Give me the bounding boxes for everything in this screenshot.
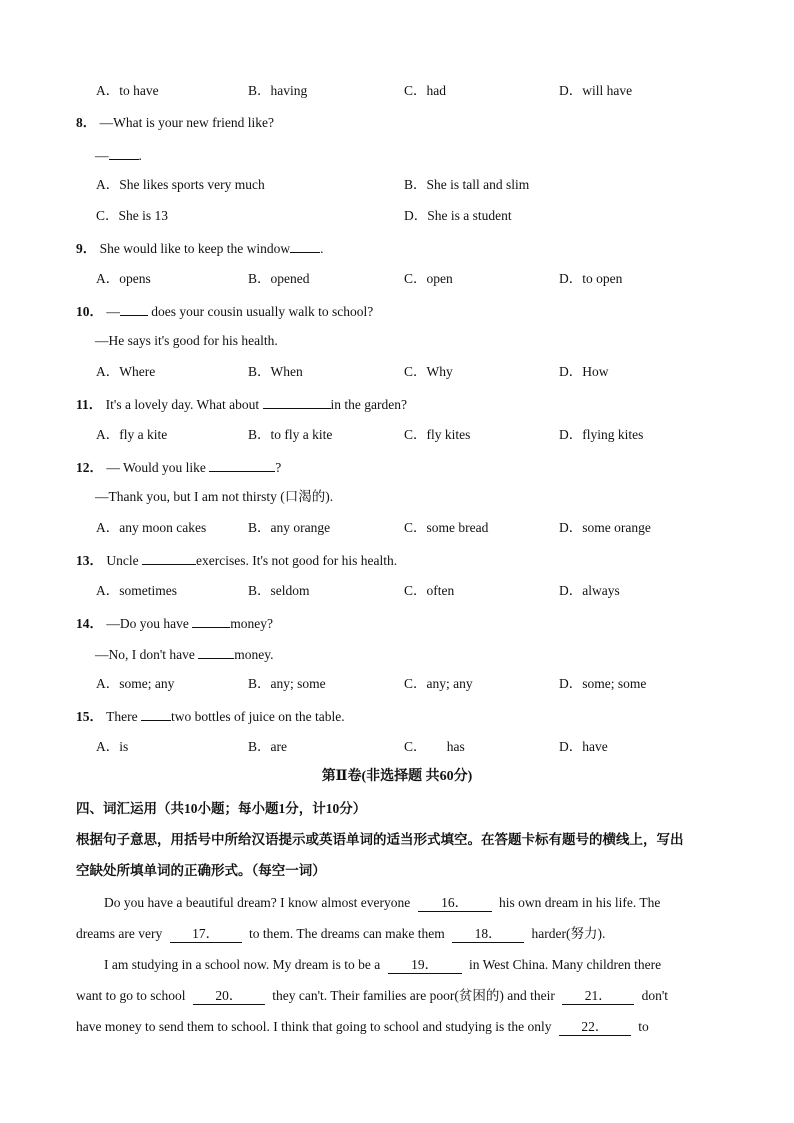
q9-stem-a: She would like to keep the window [99,241,291,256]
q14-answer-b: money. [234,647,274,662]
q9-option-d[interactable]: D．to open [559,271,623,286]
q15-stem-b: two bottles of juice on the table. [171,709,345,724]
q13-option-d[interactable]: D．always [559,583,620,598]
section-4-instruction-2: 空缺处所填单词的正确形式。（每空一词） [76,863,326,878]
passage-text: I am studying in a school now. My dream is to be a [104,957,381,972]
blank-18[interactable]: 18． [452,926,524,943]
q13-blank[interactable] [142,550,196,565]
q12-option-c[interactable]: C．some bread [404,520,489,535]
passage-text: his own dream in his life. The [499,895,661,910]
q11-number: 11． [76,397,103,412]
q10-stem-a: — [106,304,120,319]
passage-text: harder(努力). [531,926,606,941]
q8-number: 8． [76,115,97,130]
q14-number: 14． [76,616,103,631]
passage-text: in West China. Many children there [468,957,662,972]
q8-option-b[interactable]: B．She is tall and slim [404,177,530,192]
q15-blank[interactable] [141,706,171,721]
blank-22[interactable]: 22． [559,1019,631,1036]
q10-option-c[interactable]: C．Why [404,364,453,379]
q11-blank[interactable] [263,394,331,409]
q12-number: 12． [76,460,103,475]
q14-stem-line [76,613,273,633]
q14-option-d[interactable]: D．some; some [559,676,647,691]
q15-option-c[interactable]: C． has [404,739,465,754]
q9-blank[interactable] [290,238,320,253]
q10-option-d[interactable]: D．How [559,364,609,379]
passage-p2-line-2 [76,987,668,1005]
q15-option-d[interactable]: D．have [559,739,608,754]
q11-option-a[interactable]: A．fly a kite [96,427,168,442]
q8-answer-suffix: . [138,148,142,163]
q10-answer: —He says it's good for his health. [95,333,278,348]
q10-option-a[interactable]: A．Where [96,364,156,379]
passage-text: Do you have a beautiful dream? I know almost everyone [104,895,411,910]
q8-answer-prefix: — [95,148,109,163]
q11-option-d[interactable]: D．flying kites [559,427,644,442]
q8-blank[interactable] [109,145,139,160]
blank-19[interactable]: 19． [388,957,462,974]
q14-blank-1[interactable] [192,613,230,628]
passage-text: have money to send them to school. I think that going to school and studying is the only [76,1019,552,1034]
passage-text: want to go to school [76,988,186,1003]
q8-option-a[interactable]: A．She likes sports very much [96,177,265,192]
q11-stem-b: in the garden? [330,397,408,412]
q10-blank[interactable] [120,301,148,316]
q12-blank[interactable] [209,457,275,472]
q13-option-b[interactable]: B．seldom [248,583,310,598]
q13-stem-a: Uncle [106,553,139,568]
q14-blank-2[interactable] [198,644,234,659]
q13-number: 13． [76,553,103,568]
q13-option-c[interactable]: C．often [404,583,455,598]
q7-option-d[interactable]: D．will have [559,83,633,98]
q7-option-b[interactable]: B．having [248,83,308,98]
q11-option-b[interactable]: B．to fly a kite [248,427,333,442]
q9-number: 9． [76,241,97,256]
passage-text: they can't. Their families are poor(贫困的) and their [272,988,555,1003]
q13-stem-line [76,550,397,570]
q9-stem-b: . [320,241,324,256]
q15-option-b[interactable]: B．are [248,739,287,754]
q8-option-d[interactable]: D．She is a student [404,208,512,223]
q7-option-c[interactable]: C．had [404,83,446,98]
q10-stem-line [76,301,373,321]
q12-stem-line [76,457,281,477]
q14-stem-a: —Do you have [106,616,189,631]
part-2-title: 第Ⅱ卷(非选择题 共60分) [321,769,473,784]
q15-number: 15． [76,709,103,724]
passage-p2-line-3 [76,1018,649,1036]
blank-16[interactable]: 16． [418,895,492,912]
section-4-title: 四、词汇运用（共10小题；每小题1分，计10分） [76,801,367,816]
q15-option-a[interactable]: A．is [96,739,129,754]
passage-text: to [638,1019,649,1034]
q13-stem-b: exercises. It's not good for his health. [195,553,398,568]
q8-answer-line [95,145,142,165]
q14-option-a[interactable]: A．some; any [96,676,175,691]
q14-option-c[interactable]: C．any; any [404,676,473,691]
q12-option-a[interactable]: A．any moon cakes [96,520,207,535]
q14-stem-b: money? [230,616,273,631]
q11-option-c[interactable]: C．fly kites [404,427,471,442]
q12-stem-b: ? [275,460,282,475]
passage-text: dreams are very [76,926,163,941]
q15-stem-line [76,706,345,726]
passage-text: don't [641,988,669,1003]
q15-stem-a: There [106,709,138,724]
q12-option-d[interactable]: D．some orange [559,520,651,535]
q13-option-a[interactable]: A．sometimes [96,583,177,598]
q9-stem-line [76,238,323,258]
q10-option-b[interactable]: B．When [248,364,303,379]
passage-p1-line-2 [76,925,605,943]
section-4-instruction-1: 根据句子意思，用括号中所给汉语提示或英语单词的适当形式填空。在答题卡标有题号的横线上，写出 [76,832,684,847]
q10-stem-b: does your cousin usually walk to school? [151,304,374,319]
q9-option-a[interactable]: A．opens [96,271,151,286]
q14-option-b[interactable]: B．any; some [248,676,326,691]
q7-option-a[interactable]: A．to have [96,83,159,98]
blank-17[interactable]: 17． [170,926,242,943]
q8-stem-line [76,114,274,132]
q11-stem-line [76,394,407,414]
q10-number: 10． [76,304,103,319]
passage-p2-line-1 [104,956,661,974]
q8-option-c[interactable]: C．She is 13 [96,208,169,223]
q14-answer-line [95,644,274,664]
passage-text: to them. The dreams can make them [248,926,445,941]
q14-answer-a: —No, I don't have [95,647,195,662]
q11-stem-a: It's a lovely day. What about [105,397,260,412]
q9-option-b[interactable]: B．opened [248,271,310,286]
q12-answer: —Thank you, but I am not thirsty (口渴的). [95,489,334,504]
q12-option-b[interactable]: B．any orange [248,520,331,535]
blank-20[interactable]: 20． [193,988,265,1005]
q12-stem-a: — Would you like [106,460,206,475]
q9-option-c[interactable]: C．open [404,271,453,286]
blank-21[interactable]: 21． [562,988,634,1005]
q8-stem: —What is your new friend like? [99,115,274,130]
passage-p1-line-1 [104,894,660,912]
